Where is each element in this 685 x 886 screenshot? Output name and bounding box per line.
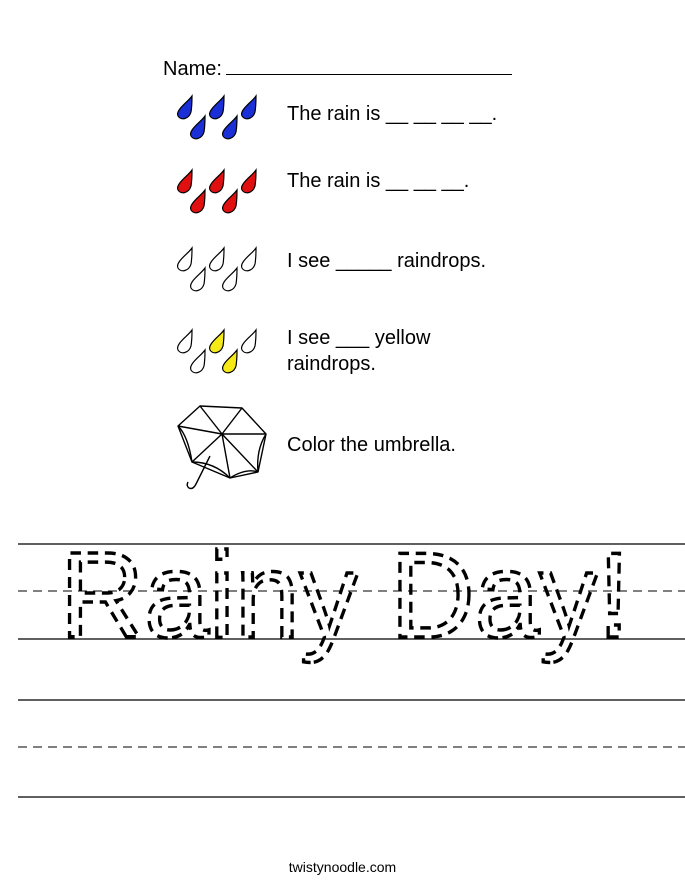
tracing-word: Rainy Day! xyxy=(60,527,630,663)
item-text-1: The rain is __ __ __ __. xyxy=(287,103,498,125)
item-text-3: I see _____ raindrops. xyxy=(287,250,487,272)
item-text-2: The rain is __ __ __. xyxy=(287,170,470,192)
item-text-5: Color the umbrella. xyxy=(287,434,456,456)
name-label: Name: xyxy=(163,58,222,80)
footer-site-credit: twistynoodle.com xyxy=(288,859,397,875)
item-text-4-line-2: raindrops. xyxy=(287,353,376,375)
item-text-4-line-1: I see ___ yellow xyxy=(287,327,431,349)
tracing-lines-row-2[interactable] xyxy=(18,700,685,797)
